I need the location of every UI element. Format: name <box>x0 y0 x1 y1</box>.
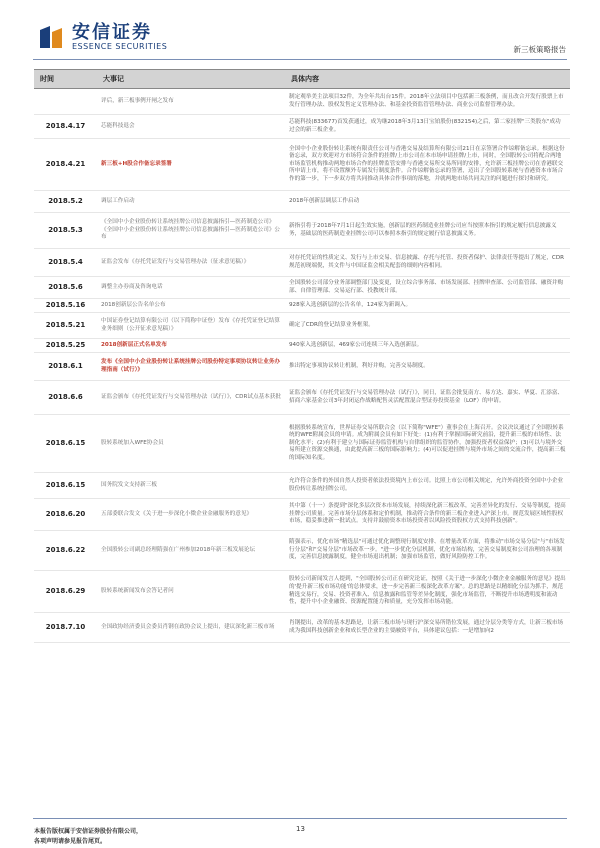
header-divider <box>33 59 567 60</box>
row-content: 隋强表示，优化市场"精选层"可通过优化调整现行制度安排、在增量改革方面，将推动"市场交易分层"与"市场发行分层"和"交易分层"市场改革一步。"进一步优化分层机制，优化市场结构，完善交易制度和公司治理的各项制度，完善信息披露制度，健全市场退出机制；加强市场监管，做好风险防控工作。 <box>285 531 570 571</box>
row-content: 推出特定事项协议转让机制，利好并购，完善交易制度。 <box>285 353 570 381</box>
row-event: 证监会颁布《存托凭证发行与交易管理办法（试行）》，CDR试点基本获批 <box>97 381 285 415</box>
page-number: 13 <box>296 825 305 833</box>
table-row <box>34 249 570 277</box>
row-date: 2018.6.22 <box>34 531 97 571</box>
table-row <box>34 499 570 531</box>
row-event: 2018创新层正式名单发布 <box>97 339 285 353</box>
row-event: 中国证券登记结算有限公司（以下简称中证登）发布《存托凭证登记结算业务细则（公开征求意见稿）》 <box>97 313 285 339</box>
table-row <box>34 531 570 571</box>
brand-name-english: ESSENCE SECURITIES <box>72 42 168 51</box>
disclaimer-line: 各项声明请参见报告尾页。 <box>34 838 107 845</box>
row-event: 芯能科技退会 <box>97 115 285 139</box>
row-date: 2018.6.1 <box>34 353 97 381</box>
row-event: 发布《全国中小企业股份转让系统挂牌公司股份特定事项协议转让业务办理指南（试行）》 <box>97 353 285 381</box>
row-content: 其中第（十一）条提到"深化多层次资本市场发展，持续深化新三板改革，完善差异化的发行、交易等制度，提高挂牌公司质量。完善市场分层体系和定价机制，推动符合条件的新三板企业进入沪深上市。规范发展区域性股权市场，稳妥推进新一批试点。支持并鼓励资本市场投资者以风险投资股权方式支持科技创新"。 <box>285 499 570 531</box>
table-row <box>34 613 570 643</box>
row-content: 股转公司新闻发言人提到，"全国股转公司正在研究论证，按照《关于进一步深化小微企业金融服务的意见》提出的'提升新三板市场功能'的总体要求，进一步完善新三板深化改革方案"。总的思路是以精细化分层为抓手，规范精选交易行，交易、投资者准入、信息披露和监管等差异化制度，强化市场监管，不断提升市场透明度和流动性，提升中小企业融资、资源配置能力和质量，充分发挥市场功能。 <box>285 571 570 613</box>
report-title: 新三板策略报告 <box>513 45 566 54</box>
footer-divider <box>33 818 567 819</box>
row-event: 新三板+H股合作备忘录签署 <box>97 139 285 191</box>
table-row <box>34 339 570 353</box>
row-content: 肖钢提出，改革的基本思路是，让新三板市场与现行沪深交易所错位发展，通过分层分类等方式，让新三板市场成为我国科技创新企业和成长型企业的主要融资平台，具体建议包括：一是增加向2 <box>285 613 570 643</box>
column-header-date: 时间 <box>34 70 97 89</box>
column-header-event: 大事记 <box>97 70 285 89</box>
row-content: 新指引将于2018年7月1日起生效实施，创新层的医药制造业挂牌公司应当按照本指引的规定履行信息披露义务，基础层的医药制造业挂牌公司可以参照本指引的规定履行信息披露义务。 <box>285 213 570 249</box>
row-content: 940家入选创新层，469家公司连续三年入选创新层。 <box>285 339 570 353</box>
row-date: 2018.5.6 <box>34 277 97 299</box>
table-row <box>34 571 570 613</box>
row-event: 股转系统新闻发布会答记者问 <box>97 571 285 613</box>
row-event: 全国政协经济委员会委员肖钢在政协会议上提出，建议深化新三板市场 <box>97 613 285 643</box>
row-event: 五部委联合发文《关于进一步深化小微企业金融服务的意见》 <box>97 499 285 531</box>
row-event: 《全国中小企业股份转让系统挂牌公司信息披露指引—医药制造公司》《全国中小企业股份转让系统挂牌公司信息披露指引—医药制造公司》公布 <box>97 213 285 249</box>
row-content: 确定了CDR的登记结算业务框架。 <box>285 313 570 339</box>
row-date: 2018.7.10 <box>34 613 97 643</box>
table-row <box>34 213 570 249</box>
row-date: 2018.6.6 <box>34 381 97 415</box>
company-logo <box>36 22 66 52</box>
table-row <box>34 473 570 499</box>
row-date: 2018.5.4 <box>34 249 97 277</box>
table-row <box>34 115 570 139</box>
table-row <box>34 139 570 191</box>
row-date: 2018.6.29 <box>34 571 97 613</box>
column-header-content: 具体内容 <box>285 70 570 89</box>
table-row <box>34 415 570 473</box>
brand-name: 安信证券 <box>72 22 152 43</box>
row-date: 2018.5.3 <box>34 213 97 249</box>
row-event: 全国股转公司副总经理隋强在广州参加2018年新三板发展论坛 <box>97 531 285 571</box>
table-row <box>34 299 570 313</box>
row-date: 2018.5.16 <box>34 299 97 313</box>
table-row <box>34 381 570 415</box>
row-date: 2018.5.2 <box>34 191 97 213</box>
row-date: 2018.6.20 <box>34 499 97 531</box>
row-content: 928家入选创新层的公告名单，124家为新调入。 <box>285 299 570 313</box>
row-content: 制定观举美主法项目32件，为全年共出台15件。2018年立法项目中包括新三板条例，而且改合开发行股票上市发行管理办法、股权发售定义管理办法、和基金投资监管管理办法、商业公司监督管理办法。 <box>285 89 570 115</box>
row-content: 全国中小企业股份转让系统有限责任公司与香港交易及结算所有限公司21日在京签署合作谅解备忘录。根据这份备忘录，双方欢迎对方市场符合条件的挂牌/上市公司在本市场申请挂牌/上市，同时，全国股转公司将配合两地市场监管机构推动两地市场合作的挂牌监管安排与香港交易所交易所同的安排，允许新三板挂牌公司在香港联交所申请上市，将不设置额外专属发行制度条件。合作谅解备忘录的签署，迈出了全国股转系统与香港资本市场合作的第一步，下一步双方将共同推动具体合作事项的落地，并就两地市场共同关注的问题进行探讨和研究。 <box>285 139 570 191</box>
row-event: 2018创新层公告名单公布 <box>97 299 285 313</box>
table-header-row <box>34 70 570 89</box>
row-content: 芯能科技(833677)首发获通过，成为继2018年3月13日宝铂股份(832154)之后，第二家挂牌"三类股东"成功过会的新三板企业。 <box>285 115 570 139</box>
row-date: 2018.5.25 <box>34 339 97 353</box>
row-event: 国务院发文支持新三板 <box>97 473 285 499</box>
row-content: 证监会颁布《存托凭证发行与交易管理办法（试行）》，同日，证监会批复南方、易方达、嘉实、华夏、汇添富、招商六家基金公司3年封闭运作战略配售灵活配置混合型证券投资基金（LOF）的申请。 <box>285 381 570 415</box>
row-event: 调层工作启动 <box>97 191 285 213</box>
row-date <box>34 89 97 115</box>
row-content: 对存托凭证的性质定义、发行与上市交易、信息披露、存托与托管、投资者保护、法律责任等提出了规定，CDR规范初现端倪，其文件与中国证监会相关配套的细则内容相同。 <box>285 249 570 277</box>
row-event: 证监会发布《存托凭证发行与交易管理办法（征求意见稿）》 <box>97 249 285 277</box>
table-row <box>34 313 570 339</box>
row-content: 根据股转系统宣布，世界证券交易所联合会（以下简称"WFE"）董事会在上海召开。会议决议通过了全国股转系统的WFE附属会员的申请。成为附属会员有如下好处：(1)有利于掌握国际研究前沿，提升新三板的市场性、法制化水平；(2)有利于建立与国际证券监管机构与自律组织的监管协作，加强投资者权益保护；(3)可以与境外交易所建立资源交换通，由此提高新三板的国际影响力；(4)可以促进挂牌与境外市场之间的交流合作，提高新三板的国际知名度。 <box>285 415 570 473</box>
table-row <box>34 191 570 213</box>
table-row <box>34 353 570 381</box>
row-content: 2018年创新层调层工作启动 <box>285 191 570 213</box>
row-date: 2018.5.21 <box>34 313 97 339</box>
events-table <box>34 69 570 643</box>
row-content: 全国股转公司部分业务部调整部门及变更，设立综合事务部、市场发展部、挂牌审查部、公司监管部、融资并购部、自律管理部、交易运行部、投教统计部。 <box>285 277 570 299</box>
table-row <box>34 89 570 115</box>
table-row <box>34 277 570 299</box>
row-event: 股转系统加入WFE协会员 <box>97 415 285 473</box>
row-date: 2018.4.21 <box>34 139 97 191</box>
row-content: 允许符合条件的外国自然人投资者依法投资境内上市公司。比照上市公司相关规定，允许外商投资全国中小企业股份转让系统挂牌公司。 <box>285 473 570 499</box>
row-date: 2018.6.15 <box>34 415 97 473</box>
row-date: 2018.4.17 <box>34 115 97 139</box>
row-event: 调整主办券商及咨询电话 <box>97 277 285 299</box>
row-event: 评后，新三板事例开闸之发布 <box>97 89 285 115</box>
row-date: 2018.6.15 <box>34 473 97 499</box>
disclaimer-line: 本报告版权属于安信证券股份有限公司， <box>34 828 143 835</box>
